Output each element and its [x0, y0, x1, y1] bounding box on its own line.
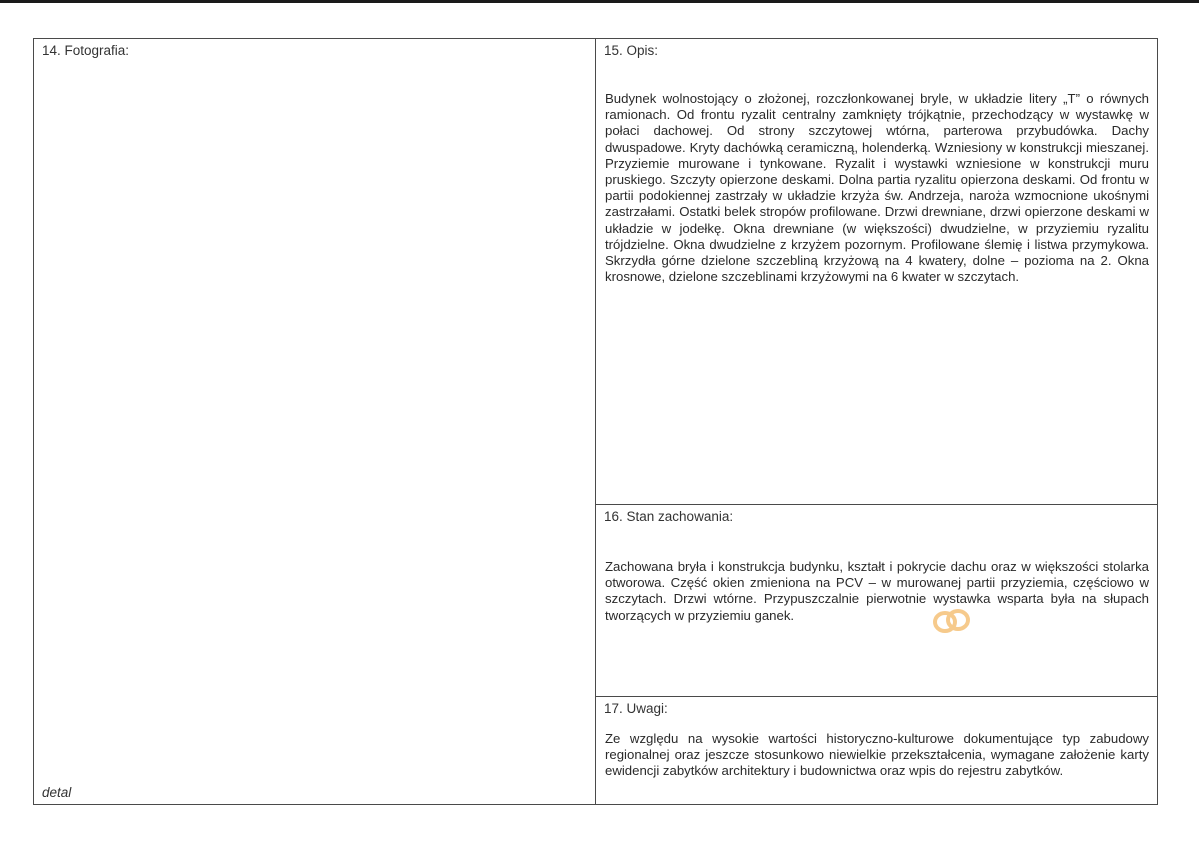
record-card-frame	[33, 38, 1158, 805]
description-text: Budynek wolnostojący o złożonej, rozczłonkowanej bryle, w układzie litery „T” o równych ramionach. Od frontu ryzalit centralny zamknięty trójkątnie, przechodzący w wystawkę w połaci dachowej. Od strony szczytowej wtórna, parterowa przybudówka. Dachy dwuspadowe. Kryty dachówką ceramiczną, holenderką. Wzniesiony w konstrukcji mieszanej. Przyziemie murowane i tynkowane. Ryzalit i wystawki wzniesione w konstrukcji muru pruskiego. Szczyty opierzone deskami. Dolna partia ryzalitu opierzona deskami. Od frontu w partii podokiennej zastrzały w układzie krzyża św. Andrzeja, naroża wzmocnione ukośnymi zastrzałami. Ostatki belek stropów profilowane. Drzwi drewniane, drzwi opierzone deskami w układzie w jodełkę. Okna drewniane (w większości) dwudzielne, w przyziemiu ryzalitu trójdzielne. Okna dwudzielne z krzyżem pozornym. Profilowane ślemię i listwa przymykowa. Skrzydła górne dzielone szczebliną krzyżową na 4 kwatery, dolne – pozioma na 2. Okna krosnowe, dzielone szczeblinami krzyżowymi na 6 kwater w szczytach.	[605, 91, 1149, 285]
scanner-watermark-icon	[930, 607, 974, 635]
remarks-section	[596, 697, 1157, 804]
photo-panel	[34, 39, 596, 804]
description-section	[596, 39, 1157, 505]
remarks-label: 17. Uwagi:	[604, 701, 668, 716]
photo-section-label: 14. Fotografia:	[42, 43, 130, 58]
photo-caption: detal	[42, 785, 72, 800]
remarks-text: Ze względu na wysokie wartości historyczno-kulturowe dokumentujące typ zabudowy regionalnej oraz jeszcze stosunkowo niewielkie przekształcenia, wymagane założenie karty ewidencji zabytków architektury i budownictwa oraz wpis do rejestru zabytków.	[605, 731, 1149, 779]
description-label: 15. Opis:	[604, 43, 659, 58]
condition-label: 16. Stan zachowania:	[604, 509, 734, 524]
condition-text: Zachowana bryła i konstrukcja budynku, kształt i pokrycie dachu oraz w większości stolarka otworowa. Część okien zmieniona na PCV – w murowanej partii przyziemia, częściowo w szczytach. Drzwi wtórne. Przypuszczalnie pierwotnie wystawka wsparta była na słupach tworzących w przyziemiu ganek.	[605, 559, 1149, 623]
scan-edge	[0, 0, 1199, 3]
text-panel	[596, 39, 1157, 804]
condition-section	[596, 505, 1157, 697]
